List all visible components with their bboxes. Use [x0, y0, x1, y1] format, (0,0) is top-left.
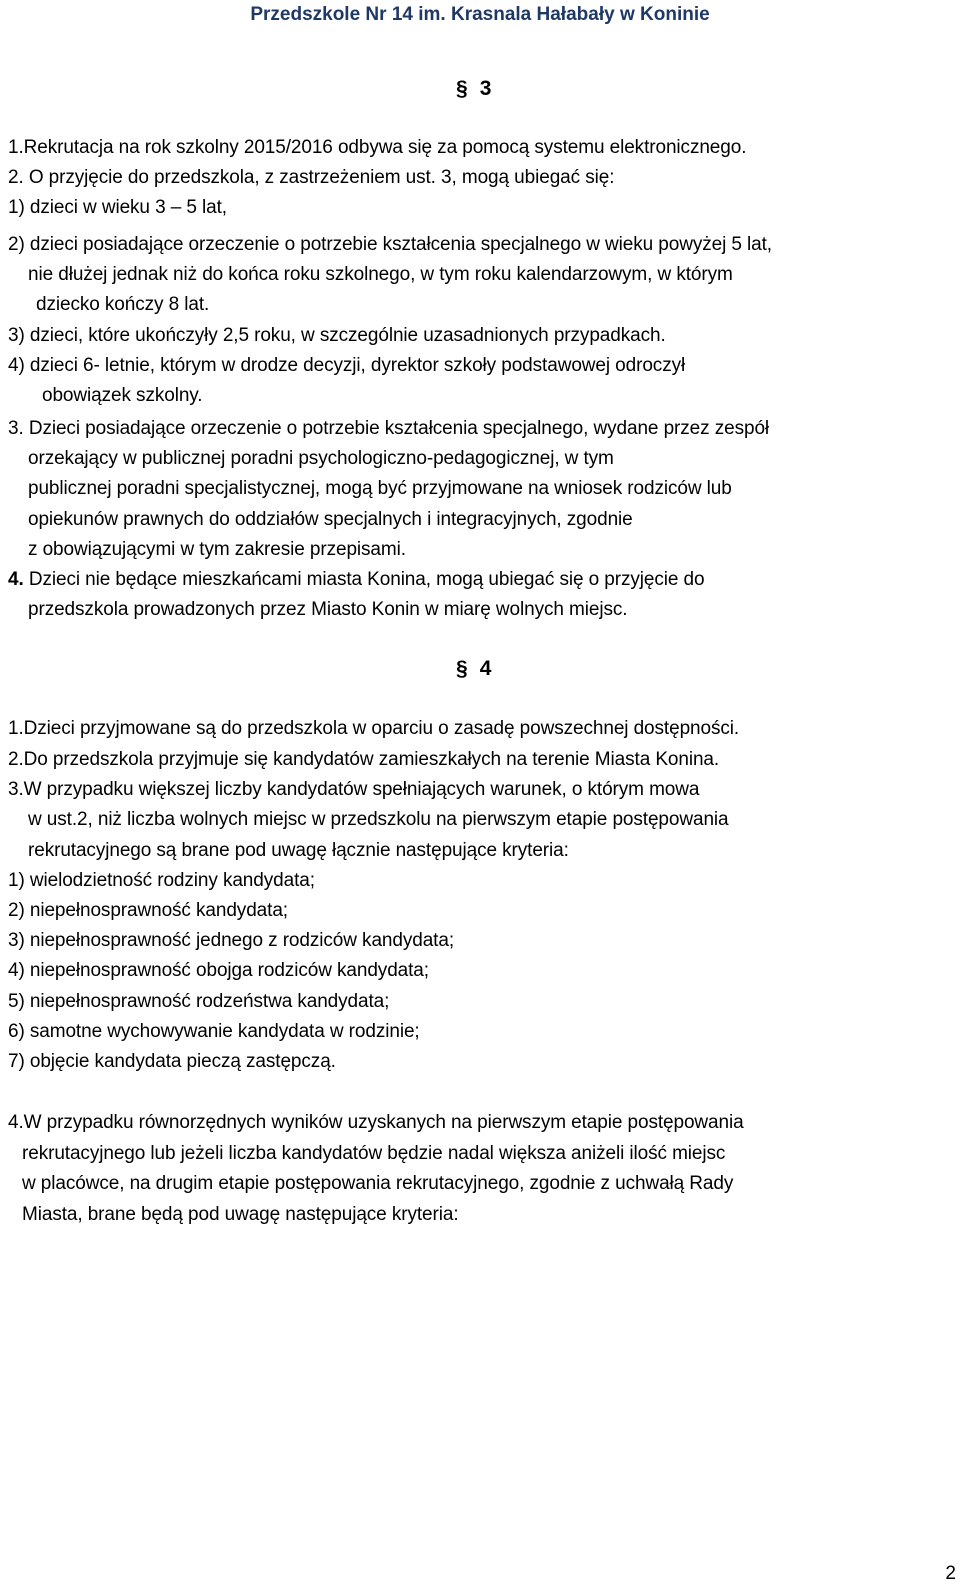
paragraph-line: rekrutacyjnego są brane pod uwagę łącznie następujące kryteria:: [28, 840, 569, 861]
paragraph-line: w placówce, na drugim etapie postępowania rekrutacyjnego, zgodnie z uchwałą Rady: [22, 1173, 734, 1194]
list-item-continuation: dziecko kończy 8 lat.: [36, 294, 210, 315]
paragraph-line: opiekunów prawnych do oddziałów specjalnych i integracyjnych, zgodnie: [28, 509, 633, 530]
paragraph-line: orzekający w publicznej poradni psychologiczno-pedagogicznej, w tym: [28, 448, 614, 469]
item-number: 4.: [8, 569, 24, 590]
paragraph-line: 2.Do przedszkola przyjmuje się kandydatów zamieszkałych na terenie Miasta Konina.: [8, 749, 720, 770]
section-number: 4: [479, 657, 492, 680]
item-text: Dzieci nie będące mieszkańcami miasta Konina, mogą ubiegać się o przyjęcie do: [28, 569, 705, 590]
section-3-heading: [456, 76, 491, 102]
paragraph-line: przedszkola prowadzonych przez Miasto Konin w miarę wolnych miejsc.: [28, 599, 628, 620]
section-4-heading: [456, 656, 491, 682]
list-item: 7) objęcie kandydata pieczą zastępczą.: [8, 1051, 336, 1072]
list-item-continuation: obowiązek szkolny.: [42, 385, 203, 406]
section-number: 3: [479, 77, 492, 100]
list-item: 6) samotne wychowywanie kandydata w rodzinie;: [8, 1021, 420, 1042]
paragraph-line: Miasta, brane będą pod uwagę następujące kryteria:: [22, 1204, 459, 1225]
list-item: 1) wielodzietność rodziny kandydata;: [8, 870, 315, 891]
paragraph-line: rekrutacyjnego lub jeżeli liczba kandydatów będzie nadal większa aniżeli ilość miejsc: [22, 1143, 726, 1164]
paragraph-line: 3. Dzieci posiadające orzeczenie o potrzebie kształcenia specjalnego, wydane przez zespół: [8, 418, 770, 439]
paragraph-line: z obowiązującymi w tym zakresie przepisami.: [28, 539, 406, 560]
paragraph-line: 1.Rekrutacja na rok szkolny 2015/2016 odbywa się za pomocą systemu elektronicznego.: [8, 137, 747, 158]
list-item: 5) niepełnosprawność rodzeństwa kandydata;: [8, 991, 390, 1012]
paragraph-line: publicznej poradni specjalistycznej, mogą być przyjmowane na wniosek rodziców lub: [28, 478, 732, 499]
list-item-continuation: nie dłużej jednak niż do końca roku szkolnego, w tym roku kalendarzowym, w którym: [28, 264, 733, 285]
list-item: 3) dzieci, które ukończyły 2,5 roku, w szczególnie uzasadnionych przypadkach.: [8, 325, 666, 346]
section-symbol: §: [456, 77, 468, 100]
paragraph-line: 3.W przypadku większej liczby kandydatów spełniających warunek, o którym mowa: [8, 779, 700, 800]
paragraph-line: 1.Dzieci przyjmowane są do przedszkola w oparciu o zasadę powszechnej dostępności.: [8, 718, 740, 739]
document-header: Przedszkole Nr 14 im. Krasnala Hałabały w Koninie: [250, 4, 710, 25]
list-item: 4) dzieci 6- letnie, którym w drodze decyzji, dyrektor szkoły podstawowej odroczył: [8, 355, 686, 376]
paragraph-line: w ust.2, niż liczba wolnych miejsc w przedszkolu na pierwszym etapie postępowania: [28, 809, 729, 830]
list-item: 2) dzieci posiadające orzeczenie o potrzebie kształcenia specjalnego w wieku powyżej 5 lat,: [8, 234, 772, 255]
list-item: 1) dzieci w wieku 3 – 5 lat,: [8, 197, 227, 218]
paragraph-line: [8, 568, 704, 592]
paragraph-line: 4.W przypadku równorzędnych wyników uzyskanych na pierwszym etapie postępowania: [8, 1112, 744, 1133]
list-item: 2) niepełnosprawność kandydata;: [8, 900, 288, 921]
page-number: 2: [945, 1563, 956, 1584]
list-item: 4) niepełnosprawność obojga rodziców kandydata;: [8, 960, 429, 981]
paragraph-line: 2. O przyjęcie do przedszkola, z zastrzeżeniem ust. 3, mogą ubiegać się:: [8, 167, 615, 188]
section-symbol: §: [456, 657, 468, 680]
list-item: 3) niepełnosprawność jednego z rodziców kandydata;: [8, 930, 454, 951]
